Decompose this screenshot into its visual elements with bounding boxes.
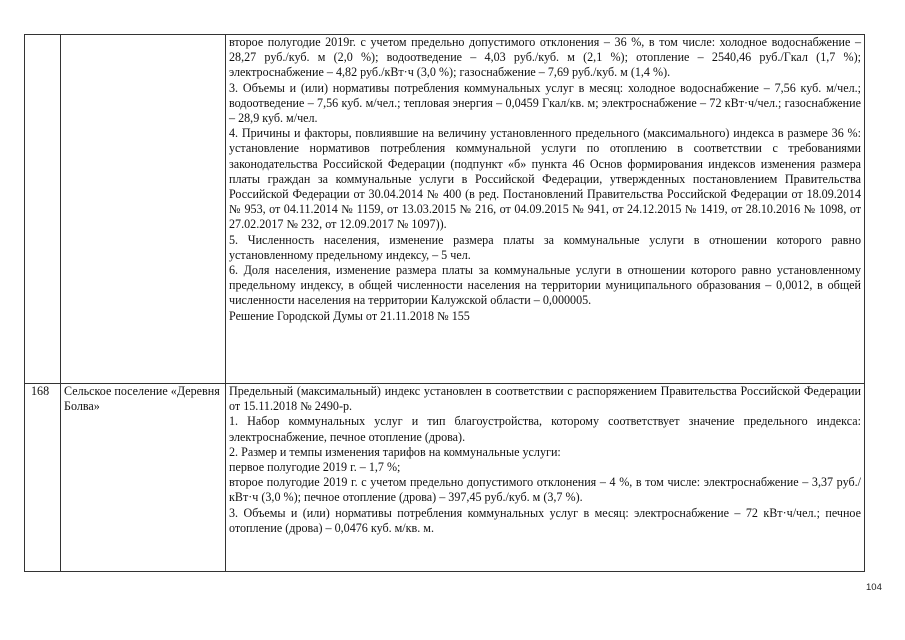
description-cell (226, 384, 865, 572)
paragraph: 2. Размер и темпы изменения тарифов на коммунальные услуги: (229, 444, 561, 459)
row-number-cell (25, 35, 61, 384)
row-number-cell: 168 (25, 384, 61, 572)
table-row (25, 384, 865, 572)
paragraph: 5. Численность населения, изменение размера платы за коммунальные услуги в отношении которого равно установленному предельному индексу, – 5 чел. (229, 232, 861, 262)
paragraph: 4. Причины и факторы, повлиявшие на величину установленного предельного (максимального) индекса в размере 36 %: установление нормативов потребления коммунальной услуги по отоплению в соответствии с требованиями законодательства Российской Федерации (подпункт «б» пункта 46 Основ формирования индексов изменения размера платы граждан за коммунальные услуги в Российской Федерации, утвержденных постановлением Правительства Российской Федерации от 30.04.2014 № 400 (в ред. Постановлений Правительства Российской Федерации от 18.09.2014 № 953, от 04.11.2014 № 1159, от 13.03.2015 № 216, от 04.09.2015 № 941, от 24.12.2015 № 1419, от 28.10.2016 № 1098, от 27.02.2017 № 232, от 12.09.2017 № 1097)). (229, 126, 861, 232)
page-number: 104 (866, 582, 882, 593)
settlement-name-cell: Сельское поселение «Деревня Болва» (61, 384, 226, 572)
paragraph: 1. Набор коммунальных услуг и тип благоустройства, которому соответствует значение предельного индекса: электроснабжение, печное отопление (дрова). (229, 414, 861, 444)
paragraph: 3. Объемы и (или) нормативы потребления коммунальных услуг в месяц: электроснабжение – 72 кВт·ч/чел.; печное отопление (дрова) – 0,0476 куб. м/кв. м. (229, 505, 861, 535)
description-cell (226, 35, 865, 384)
paragraph: второе полугодие 2019г. с учетом предельно допустимого отклонения – 36 %, в том числе: холодное водоснабжение – 28,27 руб./куб. м (2,0 %); водоотведение – 4,03 руб./куб. м (2,1 %); отопление – 2540,46 руб./Гкал (1,7 %); электроснабжение – 4,82 руб./кВт·ч (3,0 %); газоснабжение – 7,69 руб./куб. м (1,4 %). (229, 35, 861, 80)
paragraph: второе полугодие 2019 г. с учетом предельно допустимого отклонения – 4 %, в том числе: электроснабжение – 3,37 руб./кВт·ч (3,0 %); печное отопление (дрова) – 397,45 руб./куб. м (3,7 %). (229, 475, 861, 505)
paragraph: первое полугодие 2019 г. – 1,7 %; (229, 460, 401, 475)
settlement-name-cell (61, 35, 226, 384)
document-table (24, 34, 865, 572)
table-row (25, 35, 865, 384)
paragraph: 6. Доля населения, изменение размера платы за коммунальные услуги в отношении которого равно установленному предельному индексу, в общей численности населения на территории муниципального образования – 0,0012, в общей численности населения на территории Калужской области – 0,000005. (229, 263, 861, 308)
paragraph: 3. Объемы и (или) нормативы потребления коммунальных услуг в месяц: холодное водоснабжение – 7,56 куб. м/чел.; водоотведение – 7,56 куб. м/чел.; тепловая энергия – 0,0459 Гкал/кв. м; электроснабжение – 72 кВт·ч/чел.; газоснабжение – 28,9 куб. м/чел. (229, 80, 861, 126)
paragraph: Предельный (максимальный) индекс установлен в соответствии с распоряжением Правительства Российской Федерации от 15.11.2018 № 2490-р. (229, 384, 861, 414)
resolution-reference: Решение Городской Думы от 21.11.2018 № 155 (229, 308, 470, 323)
